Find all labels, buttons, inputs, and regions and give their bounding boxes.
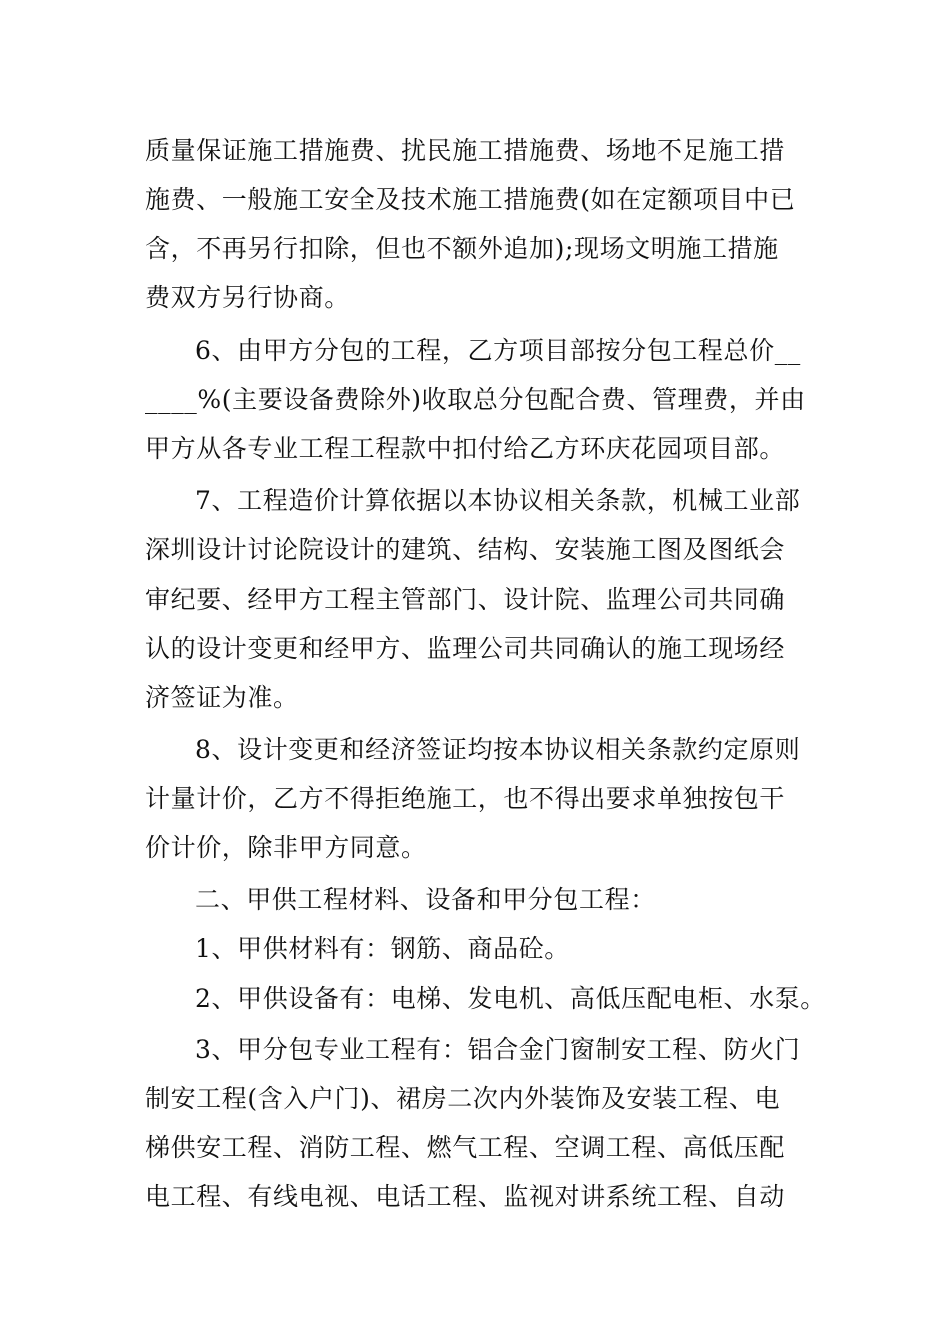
text-line: 济签证为准。 <box>145 683 299 712</box>
text-line: 费双方另行协商。 <box>145 283 350 312</box>
text-line: 电工程、有线电视、电话工程、监视对讲系统工程、自动 <box>145 1182 786 1211</box>
text-line: 计量计价，乙方不得拒绝施工，也不得出要求单独按包干 <box>145 784 786 813</box>
text-line: 梯供安工程、消防工程、燃气工程、空调工程、高低压配 <box>145 1133 786 1162</box>
section-heading: 二、甲供工程材料、设备和甲分包工程： <box>195 885 656 914</box>
list-item: 3、甲分包专业工程有：铝合金门窗制安工程、防火门 <box>195 1035 801 1064</box>
text-line: 质量保证施工措施费、扰民施工措施费、场地不足施工措 <box>145 136 786 165</box>
text-line: 甲方从各专业工程工程款中扣付给乙方环庆花园项目部。 <box>145 434 786 463</box>
text-line: 审纪要、经甲方工程主管部门、设计院、监理公司共同确 <box>145 585 786 614</box>
list-item: 1、甲供材料有：钢筋、商品砼。 <box>195 934 570 963</box>
paragraph-6-start: 6、由甲方分包的工程，乙方项目部按分包工程总价__ <box>195 336 801 365</box>
text-line: 认的设计变更和经甲方、监理公司共同确认的施工现场经 <box>145 634 786 663</box>
text-line: 价计价，除非甲方同意。 <box>145 833 427 862</box>
text-line: 含，不再另行扣除，但也不额外追加);现场文明施工措施 <box>145 234 779 263</box>
text-line: ____%(主要设备费除外)收取总分包配合费、管理费，并由 <box>145 385 806 414</box>
text-line: 制安工程(含入户门)、裙房二次内外装饰及安装工程、电 <box>145 1084 781 1113</box>
paragraph-8-start: 8、设计变更和经济签证均按本协议相关条款约定原则 <box>195 735 801 764</box>
text-line: 施费、一般施工安全及技术施工措施费(如在定额项目中已 <box>145 185 796 214</box>
paragraph-7-start: 7、工程造价计算依据以本协议相关条款，机械工业部 <box>195 486 801 515</box>
list-item: 2、甲供设备有：电梯、发电机、高低压配电柜、水泵。 <box>195 984 826 1013</box>
text-line: 深圳设计讨论院设计的建筑、结构、安装施工图及图纸会 <box>145 535 786 564</box>
